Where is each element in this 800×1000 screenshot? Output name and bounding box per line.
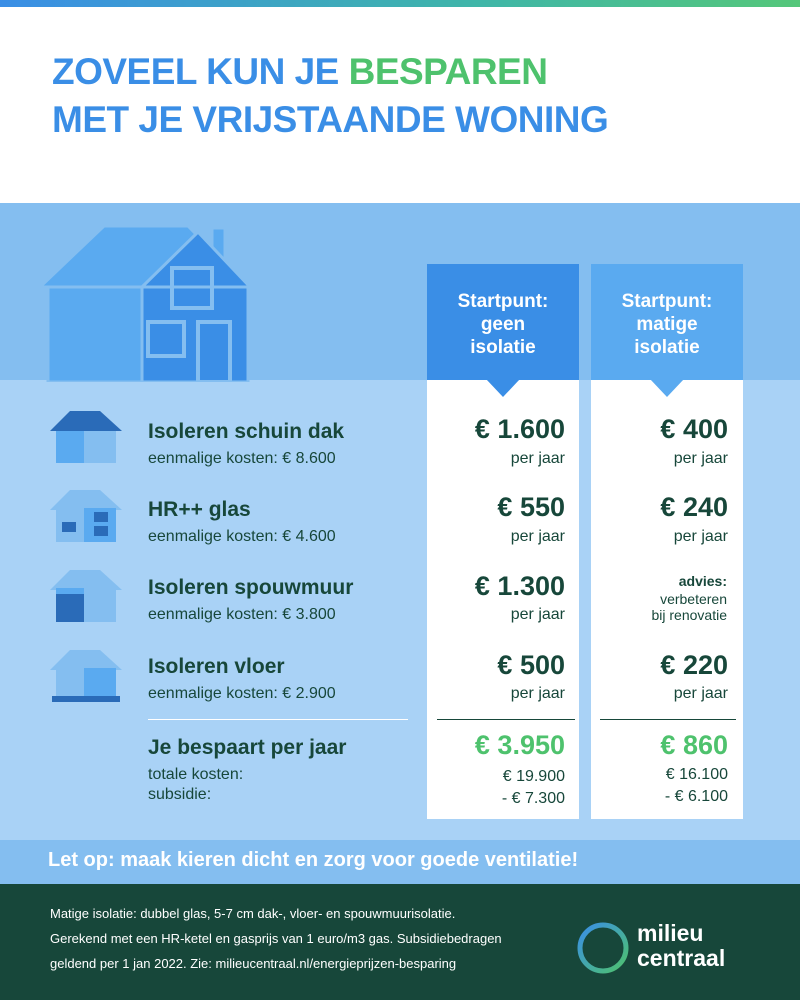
milieu-centraal-logo-icon xyxy=(576,921,630,975)
footer-line: Matige isolatie: dubbel glas, 5-7 cm dak-, vloer- en spouwmuurisolatie. xyxy=(50,906,456,921)
saving-unit: per jaar xyxy=(510,528,565,545)
column-header-no-insulation xyxy=(427,264,579,380)
footer-text xyxy=(50,901,570,976)
total-costs-label: totale kosten: xyxy=(148,766,244,783)
title-line2: MET JE VRIJSTAANDE WONING xyxy=(52,99,609,140)
measure-cost: eenmalige kosten: € 3.800 xyxy=(148,606,336,623)
house-illustration-icon xyxy=(38,222,253,382)
column-header-line: isolatie xyxy=(470,337,536,358)
total-saving-value: € 3.950 xyxy=(474,730,565,760)
saving-value: € 550 xyxy=(497,492,565,522)
saving-value: € 1.300 xyxy=(474,571,565,601)
saving-value: € 500 xyxy=(497,650,565,680)
saving-unit: per jaar xyxy=(673,528,728,545)
measure-title: Isoleren spouwmuur xyxy=(148,576,354,599)
down-arrow-icon xyxy=(650,379,684,397)
measure-title: HR++ glas xyxy=(148,498,251,521)
divider xyxy=(148,719,408,720)
saving-value: € 1.600 xyxy=(474,414,565,444)
saving-unit: per jaar xyxy=(673,450,728,467)
divider xyxy=(600,719,736,720)
total-title: Je bespaart per jaar xyxy=(148,736,347,759)
roof-insulation-icon xyxy=(50,407,122,463)
column-header-moderate-insulation xyxy=(591,264,743,380)
subsidy-label: subsidie: xyxy=(148,786,212,803)
column-header-line: isolatie xyxy=(634,337,700,358)
saving-value: € 220 xyxy=(660,650,728,680)
footer-line: geldend per 1 jan 2022. Zie: milieucentraal.nl/energieprijzen-besparing xyxy=(50,956,457,971)
total-costs-value: € 16.100 xyxy=(665,766,728,783)
saving-unit: per jaar xyxy=(510,606,565,623)
measure-cost: eenmalige kosten: € 4.600 xyxy=(148,528,336,545)
down-arrow-icon xyxy=(486,379,520,397)
subsidy-value: - € 7.300 xyxy=(501,790,565,807)
cavity-wall-icon xyxy=(50,566,122,622)
measure-title: Isoleren vloer xyxy=(148,655,285,678)
title-highlight: BESPAREN xyxy=(348,51,548,92)
advice-label: advies: xyxy=(678,573,727,589)
column-header-line: Startpunt: xyxy=(621,291,713,312)
column-header-line: geen xyxy=(480,314,526,335)
saving-unit: per jaar xyxy=(510,450,565,467)
saving-unit: per jaar xyxy=(673,685,728,702)
measure-title: Isoleren schuin dak xyxy=(148,420,345,443)
ventilation-note: Let op: maak kieren dicht en zorg voor goede ventilatie! xyxy=(48,849,579,871)
measure-cost: eenmalige kosten: € 8.600 xyxy=(148,450,336,467)
total-saving-value: € 860 xyxy=(660,730,728,760)
measure-cost: eenmalige kosten: € 2.900 xyxy=(148,685,336,702)
floor-insulation-icon xyxy=(50,646,122,702)
saving-value: € 240 xyxy=(660,492,728,522)
column-header-line: matige xyxy=(636,314,698,335)
total-costs-value: € 19.900 xyxy=(502,768,565,785)
saving-value: € 400 xyxy=(660,414,728,444)
advice-text: bij renovatie xyxy=(651,607,727,623)
saving-unit: per jaar xyxy=(510,685,565,702)
window-glass-icon xyxy=(50,486,122,542)
divider xyxy=(437,719,575,720)
advice-text: verbeteren xyxy=(660,591,727,607)
column-header-line: Startpunt: xyxy=(457,291,549,312)
logo-line: centraal xyxy=(637,945,726,971)
footer-line: Gerekend met een HR-ketel en gasprijs van 1 euro/m3 gas. Subsidiebedragen xyxy=(50,931,502,946)
subsidy-value: - € 6.100 xyxy=(664,788,728,805)
title-line1: ZOVEEL KUN JE xyxy=(52,51,349,92)
logo-wordmark xyxy=(637,921,725,971)
page-title xyxy=(52,48,608,144)
top-gradient-bar xyxy=(0,0,800,7)
logo-line: milieu xyxy=(637,920,704,946)
